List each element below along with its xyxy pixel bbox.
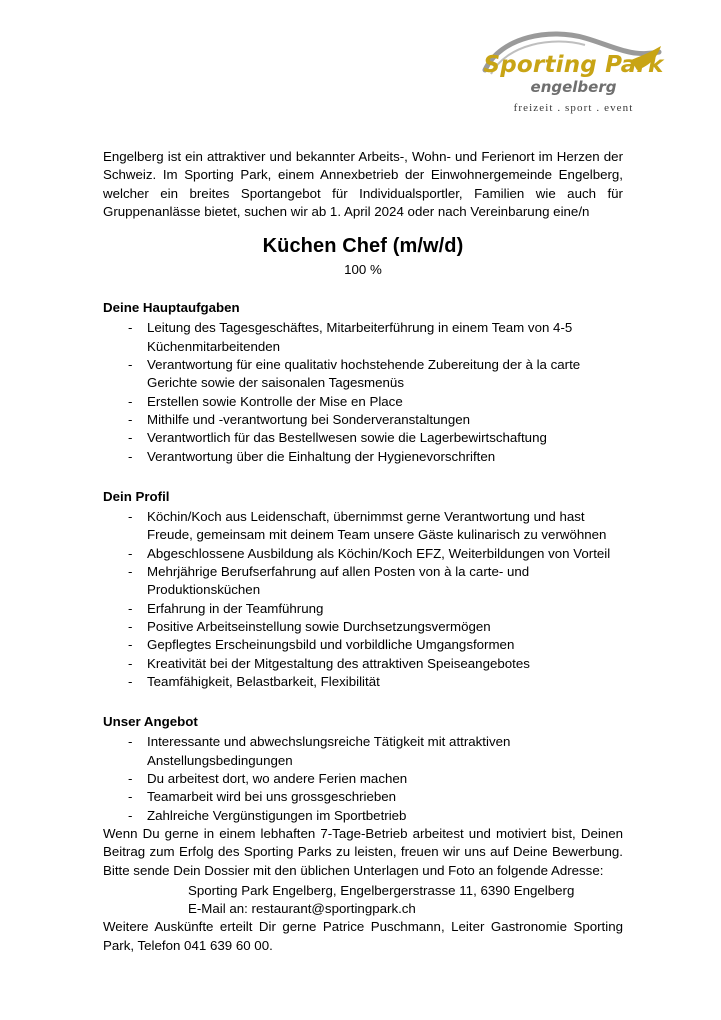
bullet-dash: - [128, 411, 133, 427]
section-heading-profil: Dein Profil [103, 488, 170, 504]
list-item [103, 356, 623, 393]
list-angebot [103, 733, 623, 824]
intro-paragraph: Engelberg ist ein attraktiver und bekannter Arbeits-, Wohn- und Ferienort im Herzen der Schweiz. Im Sporting Park, einem Annexbetrieb der Einwohnergemeinde Engelberg, welcher ein breites Sportangebot für Individualsportler, Familien wie auch für Gruppenanlässe bietet, suchen wir ab 1. April 2024 oder nach Vereinbarung eine/n [103, 149, 623, 219]
list-item [103, 545, 623, 563]
list-item-text: Mithilfe und -verantwortung bei Sonderveranstaltungen [147, 411, 471, 427]
list-item [103, 636, 623, 654]
bullet-dash: - [128, 509, 133, 525]
list-item-text: Verantwortung über die Einhaltung der Hygienevorschriften [147, 448, 496, 464]
bullet-dash: - [128, 807, 133, 823]
list-item [103, 788, 623, 806]
document-content [103, 148, 623, 955]
list-item [103, 807, 623, 825]
job-workload: 100 % [344, 262, 382, 278]
list-item-text: Mehrjährige Berufserfahrung auf allen Posten von à la carte- und Produktionsküchen [147, 564, 530, 598]
list-item-text: Gepflegtes Erscheinungsbild und vorbildliche Umgangsformen [147, 637, 515, 653]
job-title: Küchen Chef (m/w/d) [262, 235, 464, 258]
list-hauptaufgaben [103, 319, 623, 465]
bullet-dash: - [128, 655, 133, 671]
bullet-dash: - [128, 393, 133, 409]
list-item [103, 733, 623, 770]
list-item [103, 319, 623, 356]
bullet-dash: - [128, 564, 133, 580]
list-item-text: Kreativität bei der Mitgestaltung des attraktiven Speiseangebotes [147, 655, 530, 671]
list-item-text: Leitung des Tagesgeschäftes, Mitarbeiterführung in einem Team von 4-5 Küchenmitarbeitenden [147, 320, 573, 354]
list-item [103, 770, 623, 788]
bullet-dash: - [128, 357, 133, 373]
list-item-text: Teamfähigkeit, Belastbarkeit, Flexibilität [147, 673, 380, 689]
address-block [103, 882, 623, 919]
bullet-dash: - [128, 673, 133, 689]
list-item-text: Verantwortung für eine qualitativ hochstehende Zubereitung der à la carte Gerichte sowie der saisonalen Tagesmenüs [147, 357, 581, 391]
list-item-text: Abgeschlossene Ausbildung als Köchin/Koch EFZ, Weiterbildungen von Vorteil [147, 545, 611, 561]
list-item-text: Erfahrung in der Teamführung [147, 600, 324, 616]
logo-brand-text: Sporting Park [483, 52, 664, 78]
bullet-dash: - [128, 320, 133, 336]
list-item [103, 448, 623, 466]
bullet-dash: - [128, 734, 133, 750]
list-item-text: Interessante und abwechslungsreiche Tätigkeit mit attraktiven Anstellungsbedingungen [147, 734, 511, 768]
bullet-dash: - [128, 600, 133, 616]
bullet-dash: - [128, 771, 133, 787]
list-item [103, 411, 623, 429]
section-heading-angebot: Unser Angebot [103, 714, 198, 730]
list-item-text: Teamarbeit wird bei uns grossgeschrieben [147, 789, 397, 805]
list-item [103, 673, 623, 691]
company-logo [481, 30, 666, 125]
list-item [103, 655, 623, 673]
section-heading-hauptaufgaben: Deine Hauptaufgaben [103, 300, 240, 316]
list-item [103, 508, 623, 545]
bullet-dash: - [128, 430, 133, 446]
list-item-text: Verantwortlich für das Bestellwesen sowie die Lagerbewirtschaftung [147, 430, 547, 446]
email-line: E-Mail an: restaurant@sportingpark.ch [188, 901, 416, 917]
list-item-text: Köchin/Koch aus Leidenschaft, übernimmst gerne Verantwortung und hast Freude, gemeinsam mit deinem Team unsere Gäste kulinarisch zu verwöhnen [147, 509, 607, 543]
list-profil [103, 508, 623, 691]
bullet-dash: - [128, 789, 133, 805]
address-line: Sporting Park Engelberg, Engelbergerstrasse 11, 6390 Engelberg [188, 882, 575, 898]
list-item [103, 563, 623, 600]
list-item-text: Du arbeitest dort, wo andere Ferien machen [147, 771, 408, 787]
logo-tagline: freizeit . sport . event [513, 102, 634, 114]
list-item-text: Positive Arbeitseinstellung sowie Durchsetzungsvermögen [147, 618, 491, 634]
list-item [103, 600, 623, 618]
bullet-dash: - [128, 545, 133, 561]
bullet-dash: - [128, 448, 133, 464]
list-item [103, 393, 623, 411]
footer-paragraph: Weitere Auskünfte erteilt Dir gerne Patrice Puschmann, Leiter Gastronomie Sporting Park, Telefon 041 639 60 00. [103, 919, 623, 953]
bullet-dash: - [128, 618, 133, 634]
list-item-text: Erstellen sowie Kontrolle der Mise en Place [147, 393, 403, 409]
bullet-dash: - [128, 637, 133, 653]
list-item [103, 429, 623, 447]
list-item-text: Zahlreiche Vergünstigungen im Sportbetrieb [147, 807, 407, 823]
logo-place-text: engelberg [530, 78, 617, 96]
closing-paragraph: Wenn Du gerne in einem lebhaften 7-Tage-Betrieb arbeitest und motiviert bist, Deinen Beitrag zum Erfolg des Sporting Parks zu leisten, freuen wir uns auf Deine Bewerbung. Bitte sende Dein Dossier mit den üblichen Unterlagen und Foto an folgende Adresse: [103, 825, 623, 878]
list-item [103, 618, 623, 636]
